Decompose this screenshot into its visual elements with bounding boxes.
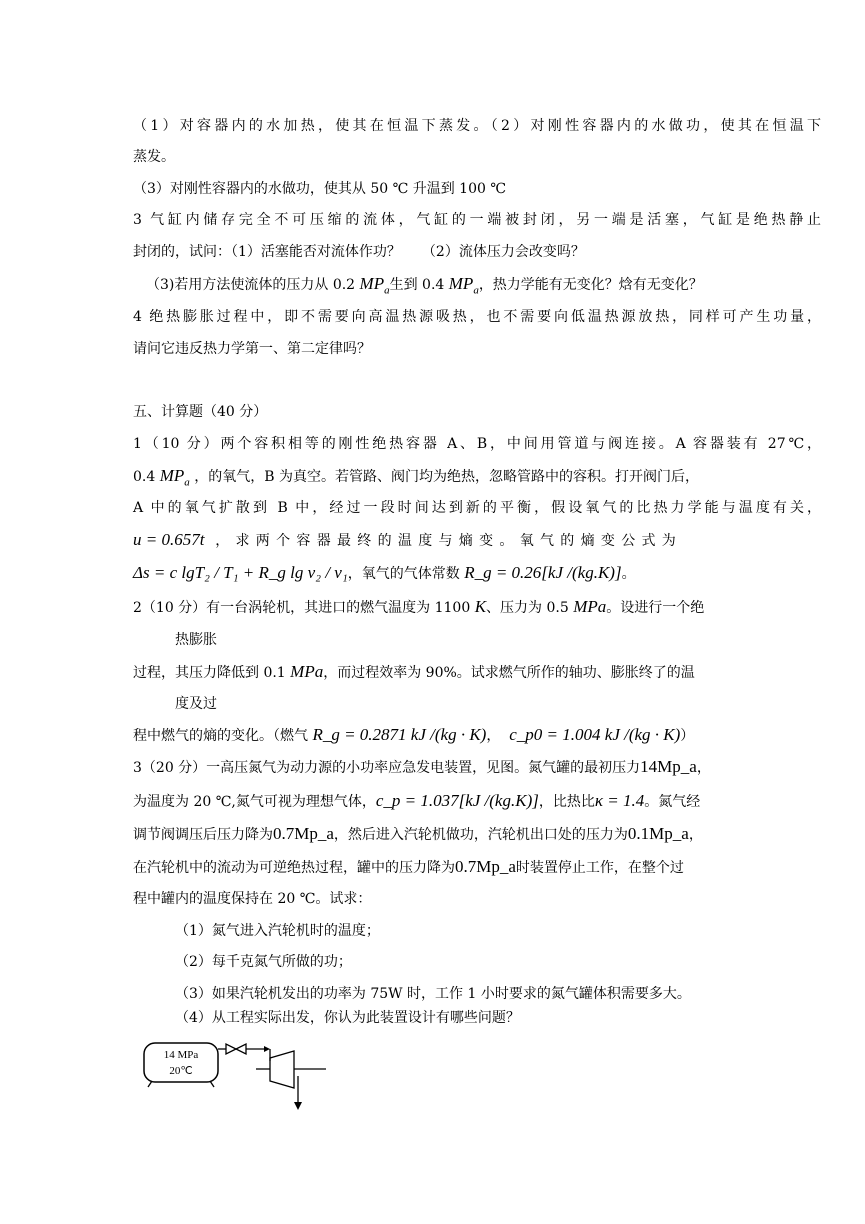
p2-line-5: 程中燃气的熵的变化。（燃气 R_g = 0.2871 kJ /(kg · K)， c_p0 = 1.004 kJ /(kg · K)） <box>133 725 695 744</box>
p3-question-4: （4）从工程实际出发，你认为此装置设计有哪些问题？ <box>175 1010 520 1026</box>
q4-line-1: 4 绝热膨胀过程中，即不需要向高温热源吸热，也不需要向低温热源放热，同样可产生功量， <box>133 309 821 325</box>
p3-question-1: （1）氮气进入汽轮机时的温度； <box>175 923 380 939</box>
p3-line-4: 在汽轮机中的流动为可逆绝热过程，罐中的压力降为0.7Mp_a时装置停止工作，在整个过 <box>133 857 684 876</box>
section-heading: 五、计算题（40 分） <box>133 404 268 420</box>
p1-line-5: Δs = c lgT₂ / T₁ + R_g lg v₂ / v₁，氧气的气体常数 R_g = 0.26[kJ /(kg.K)]。 <box>133 563 636 582</box>
valve-icon-right <box>236 1044 246 1054</box>
tank-temp-label: 20℃ <box>169 1065 193 1077</box>
q3-line-2: 封闭的，试问：（1）活塞能否对流体作功？ （2）流体压力会改变吗？ <box>133 244 585 260</box>
p1-line-4: u = 0.657t ，求两个容器最终的温度与熵变。氧气的熵变公式为 <box>133 530 683 549</box>
tank-pressure-label: 14 MPa <box>163 1049 199 1061</box>
flow-arrow-icon <box>264 1046 270 1052</box>
valve-icon <box>226 1044 236 1054</box>
q3-line-1: 3 气缸内储存完全不可压缩的流体，气缸的一端被封闭，另一端是活塞，气缸是绝热静止 <box>133 212 821 228</box>
p3-line-1: 3（20 分）一高压氮气为动力源的小功率应急发电装置，见图。氮气罐的最初压力14Mp_a， <box>133 757 711 776</box>
p1-line-2: 0.4 $MP_a$ ，的氧气，B 为真空。若管路、阀门均为绝热，忽略管路中的容积。打开阀门后， <box>133 466 699 489</box>
exhaust-arrow-icon <box>294 1102 302 1110</box>
apparatus-diagram <box>138 1036 338 1116</box>
q-line-1: （1）对容器内的水加热，使其在恒温下蒸发。（2）对刚性容器内的水做功，使其在恒温下 <box>133 118 821 134</box>
p3-line-5: 程中罐内的温度保持在 20 ℃。试求： <box>133 891 372 907</box>
q-line-3: （3）对刚性容器内的水做功，使其从 50 ℃ 升温到 100 ℃ <box>133 181 507 197</box>
p3-question-3: （3）如果汽轮机发出的功率为 75W 时，工作 1 小时要求的氮气罐体积需要多大。 <box>175 986 691 1002</box>
tank-leg-left <box>148 1081 152 1087</box>
q3-line-3: （3)若用方法使流体的压力从 0.2 $MP_a$生到 0.4 $MP_a$，热力学能有无变化？焓有无变化？ <box>146 274 703 297</box>
q4-line-2: 请问它违反热力学第一、第二定律吗？ <box>133 341 371 357</box>
p2-line-4: 度及过 <box>175 696 217 712</box>
p3-line-3: 调节阀调压后压力降为0.7Mp_a，然后进入汽轮机做功，汽轮机出口处的压力为0.1Mp_a， <box>133 824 703 843</box>
p1-line-3: A 中的氧气扩散到 B 中，经过一段时间达到新的平衡，假设氧气的比热力学能与温度有关， <box>133 500 821 516</box>
p3-question-2: （2）每千克氮气所做的功； <box>175 954 352 970</box>
p1-line-1: 1（10 分）两个容积相等的刚性绝热容器 A、B，中间用管道与阀连接。A 容器装有 27℃， <box>133 436 821 452</box>
tank-leg-right <box>210 1081 214 1087</box>
p2-line-2: 热膨胀 <box>175 632 217 648</box>
p2-line-3: 过程，其压力降低到 0.1 MPa，而过程效率为 90%。试求燃气所作的轴功、膨胀终了的温 <box>133 662 695 681</box>
p2-line-1: 2（10 分）有一台涡轮机，其进口的燃气温度为 1100 K、压力为 0.5 MPa。设进行一个绝 <box>133 597 705 616</box>
turbine-icon <box>270 1051 294 1088</box>
q-line-2: 蒸发。 <box>133 149 175 165</box>
p3-line-2: 为温度为 20 ℃,氮气可视为理想气体，c_p = 1.037[kJ /(kg.K)]，比热比κ = 1.4。氮气经 <box>133 791 701 810</box>
